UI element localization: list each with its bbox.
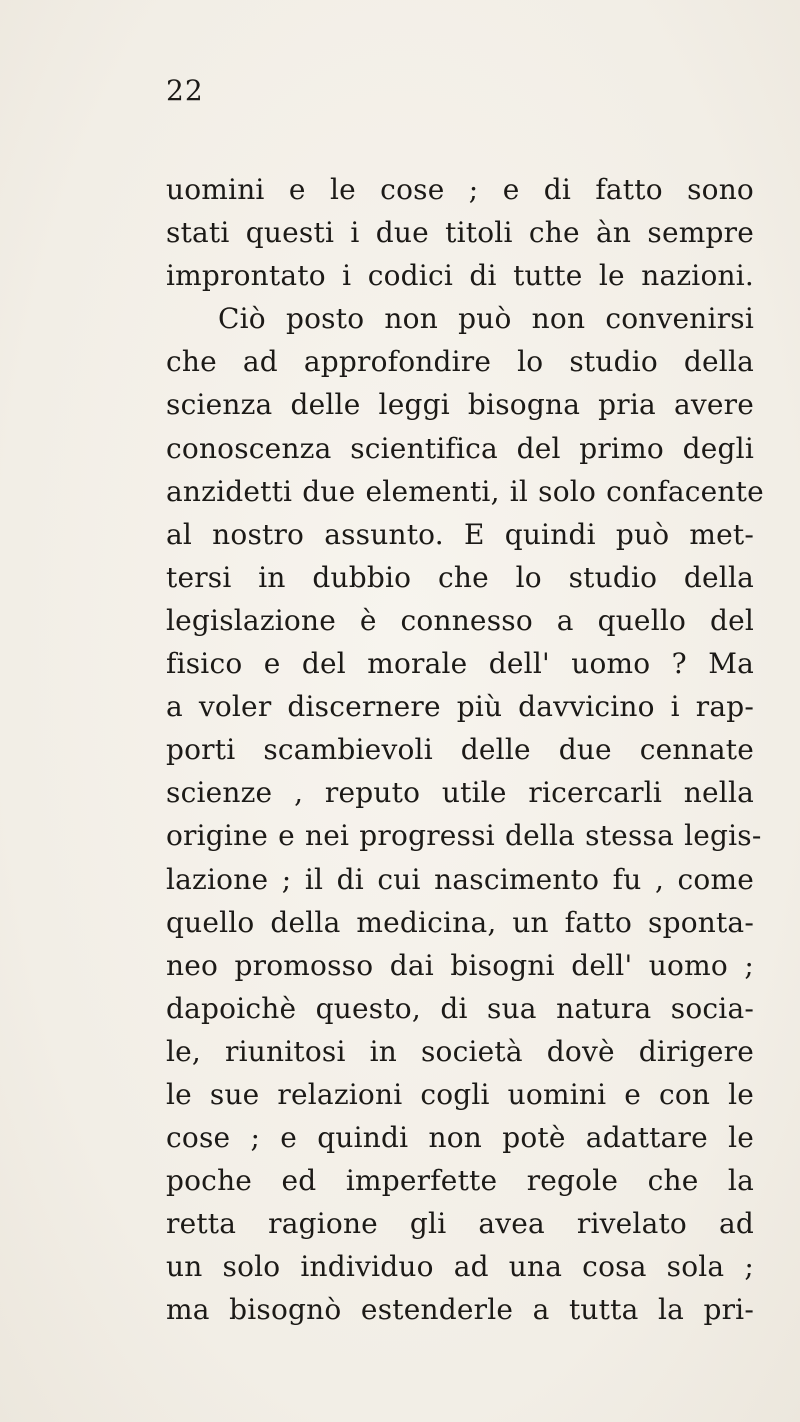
text-line: al nostro assunto. E quindi può met- (166, 517, 754, 551)
text-line: poche ed imperfette regole che la (166, 1164, 754, 1198)
text-line: conoscenza scientifica del primo degli (166, 431, 754, 465)
text-line: neo promosso dai bisogni dell' uomo ; (166, 948, 754, 982)
text-line: tersi in dubbio che lo studio della (166, 560, 754, 594)
text-line: improntato i codici di tutte le nazioni. (166, 259, 754, 293)
text-line: stati questi i due titoli che àn sempre (166, 216, 754, 250)
text-line: un solo individuo ad una cosa sola ; (166, 1250, 754, 1284)
body-text (166, 168, 764, 1332)
text-line: scienze , reputo utile ricercarli nella (166, 776, 754, 810)
text-line: che ad approfondire lo studio della (166, 345, 754, 379)
text-line: uomini e le cose ; e di fatto sono (166, 173, 754, 206)
text-line: dapoichè questo, di sua natura socia- (166, 991, 754, 1025)
text-line: quello della medicina, un fatto sponta- (166, 905, 754, 939)
text-line: le, riunitosi in società dovè dirigere (166, 1034, 754, 1068)
text-line: porti scambievoli delle due cennate (166, 733, 754, 767)
text-line: origine e nei progressi della stessa legis- (166, 819, 762, 853)
text-line: anzidetti due elementi, il solo confacente (166, 474, 764, 508)
text-line: fisico e del morale dell' uomo ? Ma (166, 647, 754, 681)
page-number: 22 (166, 74, 204, 107)
text-line: a voler discernere più davvicino i rap- (166, 690, 754, 724)
text-line: retta ragione gli avea rivelato ad (166, 1207, 754, 1241)
text-line: scienza delle leggi bisogna pria avere (166, 388, 754, 422)
text-line: cose ; e quindi non potè adattare le (166, 1121, 754, 1155)
paragraph-start-line: Ciò posto non può non convenirsi (218, 302, 754, 336)
text-line: lazione ; il di cui nascimento fu , come (166, 862, 754, 896)
text-line: le sue relazioni cogli uomini e con le (166, 1077, 754, 1111)
text-line: ma bisognò estenderle a tutta la pri- (166, 1293, 754, 1327)
text-line: legislazione è connesso a quello del (166, 603, 754, 637)
